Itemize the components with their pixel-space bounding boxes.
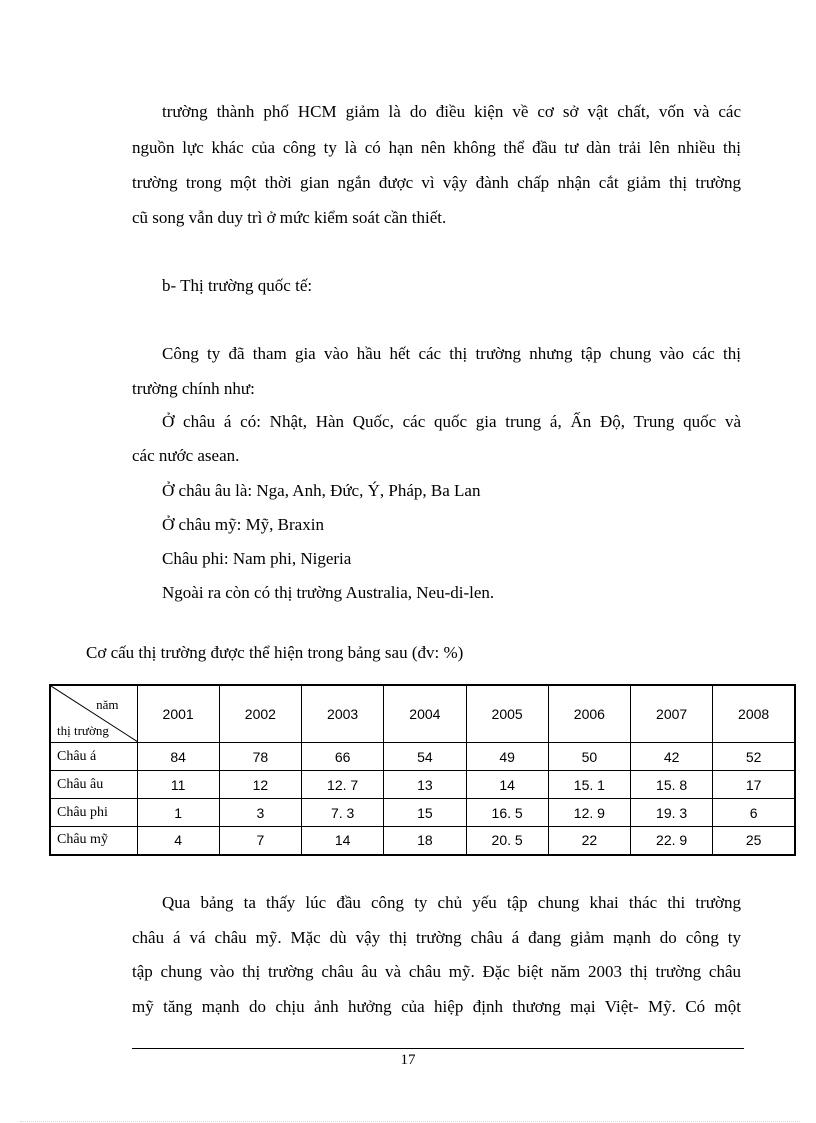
paragraph-3-line-2: châu á vá châu mỹ. Mặc dù vậy thị trường châu á đang giảm mạnh do công ty (132, 928, 741, 947)
year-header: 2002 (219, 685, 301, 743)
year-header: 2006 (548, 685, 630, 743)
table-cell: 84 (137, 743, 219, 771)
year-header: 2008 (713, 685, 795, 743)
paragraph-2-line-2: trường chính như: (132, 379, 255, 398)
table-cell: 13 (384, 771, 466, 799)
paragraph-1-line-3: trường trong một thời gian ngắn được vì vậy đành chấp nhận cắt giảm thị trường (132, 173, 741, 192)
paragraph-1-line-1: trường thành phố HCM giảm là do điều kiện về cơ sở vật chất, vốn và các (162, 102, 741, 121)
year-header: 2007 (631, 685, 713, 743)
paragraph-2-line-1: Công ty đã tham gia vào hầu hết các thị trường nhưng tập chung vào các thị (162, 344, 741, 363)
paragraph-1-line-4: cũ song vẫn duy trì ở mức kiểm soát cần thiết. (132, 208, 447, 227)
table-cell: 3 (219, 799, 301, 827)
year-header: 2005 (466, 685, 548, 743)
paragraph-1-line-2: nguồn lực khác của công ty là có hạn nên không thể đầu tư dàn trải lên nhiều thị (132, 138, 741, 157)
market-structure-table (49, 684, 796, 856)
table-cell: 52 (713, 743, 795, 771)
corner-label-year: năm (96, 697, 119, 712)
row-label: Châu phi (50, 799, 137, 827)
page-bottom-divider (20, 1121, 800, 1122)
row-label: Châu á (50, 743, 137, 771)
table-row (50, 771, 795, 799)
table-cell: 16. 5 (466, 799, 548, 827)
table-cell: 78 (219, 743, 301, 771)
paragraph-3-line-3: tập chung vào thị trường châu âu và châu mỹ. Đặc biệt năm 2003 thị trường châu (132, 962, 741, 981)
table-cell: 19. 3 (631, 799, 713, 827)
row-label: Châu âu (50, 771, 137, 799)
year-header: 2004 (384, 685, 466, 743)
table-cell: 12. 7 (302, 771, 384, 799)
table-cell: 15 (384, 799, 466, 827)
footer-rule (132, 1048, 744, 1049)
paragraph-3-line-4: mỹ tăng mạnh do chịu ảnh hưởng của hiệp định thương mại Việt- Mỹ. Có một (132, 997, 741, 1016)
table-cell: 17 (713, 771, 795, 799)
table-cell: 15. 1 (548, 771, 630, 799)
section-heading: b- Thị trường quốc tế: (162, 276, 313, 295)
row-label: Châu mỹ (50, 827, 137, 855)
table-cell: 25 (713, 827, 795, 855)
table-header-row (50, 685, 795, 743)
table-cell: 7 (219, 827, 301, 855)
corner-label-market: thị trường (57, 723, 109, 738)
table-cell: 66 (302, 743, 384, 771)
paragraph-2-line-8: Ngoài ra còn có thị trường Australia, Neu-di-len. (162, 583, 495, 602)
table-cell: 7. 3 (302, 799, 384, 827)
table-caption: Cơ cấu thị trường được thể hiện trong bảng sau (đv: %) (86, 643, 464, 662)
paragraph-2-line-4: các nước asean. (132, 446, 240, 465)
table-cell: 6 (713, 799, 795, 827)
table-cell: 22 (548, 827, 630, 855)
table-cell: 50 (548, 743, 630, 771)
paragraph-3-line-1: Qua bảng ta thấy lúc đầu công ty chủ yếu tập chung khai thác thi trường (162, 893, 741, 912)
table-row (50, 799, 795, 827)
table-cell: 4 (137, 827, 219, 855)
table-cell: 22. 9 (631, 827, 713, 855)
table-cell: 12. 9 (548, 799, 630, 827)
table-cell: 14 (466, 771, 548, 799)
paragraph-2-line-7: Châu phi: Nam phi, Nigeria (162, 549, 352, 568)
year-header: 2001 (137, 685, 219, 743)
table-cell: 49 (466, 743, 548, 771)
table-cell: 20. 5 (466, 827, 548, 855)
table-cell: 54 (384, 743, 466, 771)
page-number: 17 (400, 1052, 416, 1068)
table-cell: 18 (384, 827, 466, 855)
table-cell: 14 (302, 827, 384, 855)
table-cell: 15. 8 (631, 771, 713, 799)
paragraph-2-line-3: Ở châu á có: Nhật, Hàn Quốc, các quốc gia trung á, Ấn Độ, Trung quốc và (162, 412, 741, 431)
table-cell: 12 (219, 771, 301, 799)
table-cell: 11 (137, 771, 219, 799)
paragraph-2-line-6: Ở châu mỹ: Mỹ, Braxin (162, 515, 324, 534)
table-cell: 42 (631, 743, 713, 771)
paragraph-2-line-5: Ở châu âu là: Nga, Anh, Đức, Ý, Pháp, Ba Lan (162, 481, 481, 500)
table-row (50, 827, 795, 855)
year-header: 2003 (302, 685, 384, 743)
table-row (50, 743, 795, 771)
table-corner-cell (50, 685, 137, 743)
table-cell: 1 (137, 799, 219, 827)
